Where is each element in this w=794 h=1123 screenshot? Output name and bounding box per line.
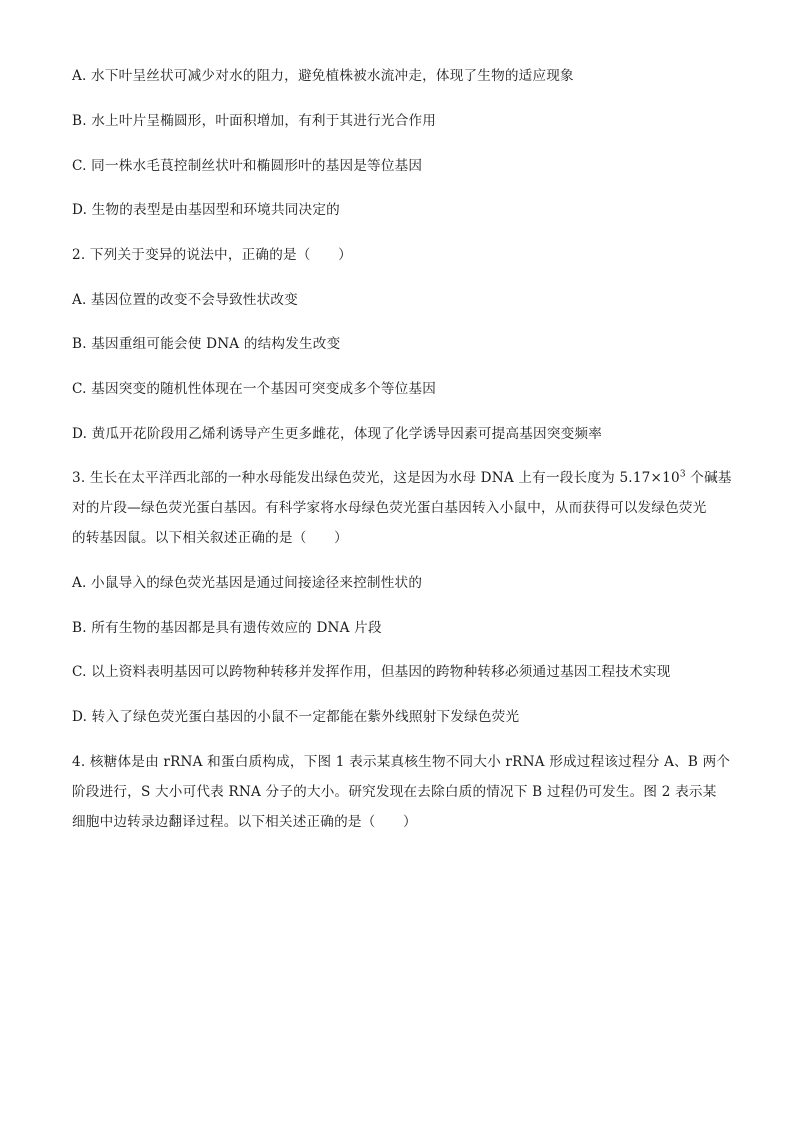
q4-stem-line3: 细胞中边转录边翻译过程。以下相关述正确的是（ ） <box>72 814 417 830</box>
q1-option-b: B. 水上叶片呈椭圆形，叶面积增加，有利于其进行光合作用 <box>72 113 437 129</box>
q2-stem: 2. 下列关于变异的说法中，正确的是（ ） <box>72 247 352 263</box>
q4-stem-line2: 阶段进行，S 大小可代表 RNA 分子的大小。研究发现在去除白质的情况下 B 过程仍可发生。图 2 表示某 <box>72 784 717 800</box>
q3-stem-line1-end: 个碱基 <box>685 470 732 486</box>
q2-option-d: D. 黄瓜开花阶段用乙烯利诱导产生更多雌花，体现了化学诱导因素可提高基因突变频率 <box>72 426 603 442</box>
q1-option-a: A. 水下叶呈丝状可减少对水的阻力，避免植株被水流冲走，体现了生物的适应现象 <box>72 68 574 84</box>
q3-stem-line2: 对的片段—绿色荧光蛋白基因。有科学家将水母绿色荧光蛋白基因转入小鼠中，从而获得可以发绿色荧光 <box>72 500 707 516</box>
q3-option-c: C. 以上资料表明基因可以跨物种转移并发挥作用，但基因的跨物种转移必须通过基因工程技术实现 <box>72 664 671 680</box>
q3-stem-line1-text: 3. 生长在太平洋西北部的一种水母能发出绿色荧光，这是因为水母 DNA 上有一段长度为 5.17×10 <box>72 470 680 486</box>
q2-option-a: A. 基因位置的改变不会导致性状改变 <box>72 292 298 308</box>
q3-option-d: D. 转入了绿色荧光蛋白基因的小鼠不一定都能在紫外线照射下发绿色荧光 <box>72 709 520 725</box>
q1-option-c: C. 同一株水毛茛控制丝状叶和椭圆形叶的基因是等位基因 <box>72 158 423 174</box>
q3-exponent: 3 <box>679 469 686 480</box>
q1-option-d: D. 生物的表型是由基因型和环境共同决定的 <box>72 202 340 218</box>
q2-option-b: B. 基因重组可能会使 DNA 的结构发生改变 <box>72 336 341 352</box>
q4-stem-line1: 4. 核糖体是由 rRNA 和蛋白质构成，下图 1 表示某真核生物不同大小 rRNA 形成过程该过程分 A、B 两个 <box>72 754 731 770</box>
q3-stem-line1 <box>72 468 732 488</box>
q2-option-c: C. 基因突变的随机性体现在一个基因可突变成多个等位基因 <box>72 381 437 397</box>
q3-option-a: A. 小鼠导入的绿色荧光基因是通过间接途径来控制性状的 <box>72 575 423 591</box>
q3-option-b: B. 所有生物的基因都是具有遗传效应的 DNA 片段 <box>72 620 382 636</box>
q3-stem-line3: 的转基因鼠。以下相关叙述正确的是（ ） <box>72 530 348 546</box>
